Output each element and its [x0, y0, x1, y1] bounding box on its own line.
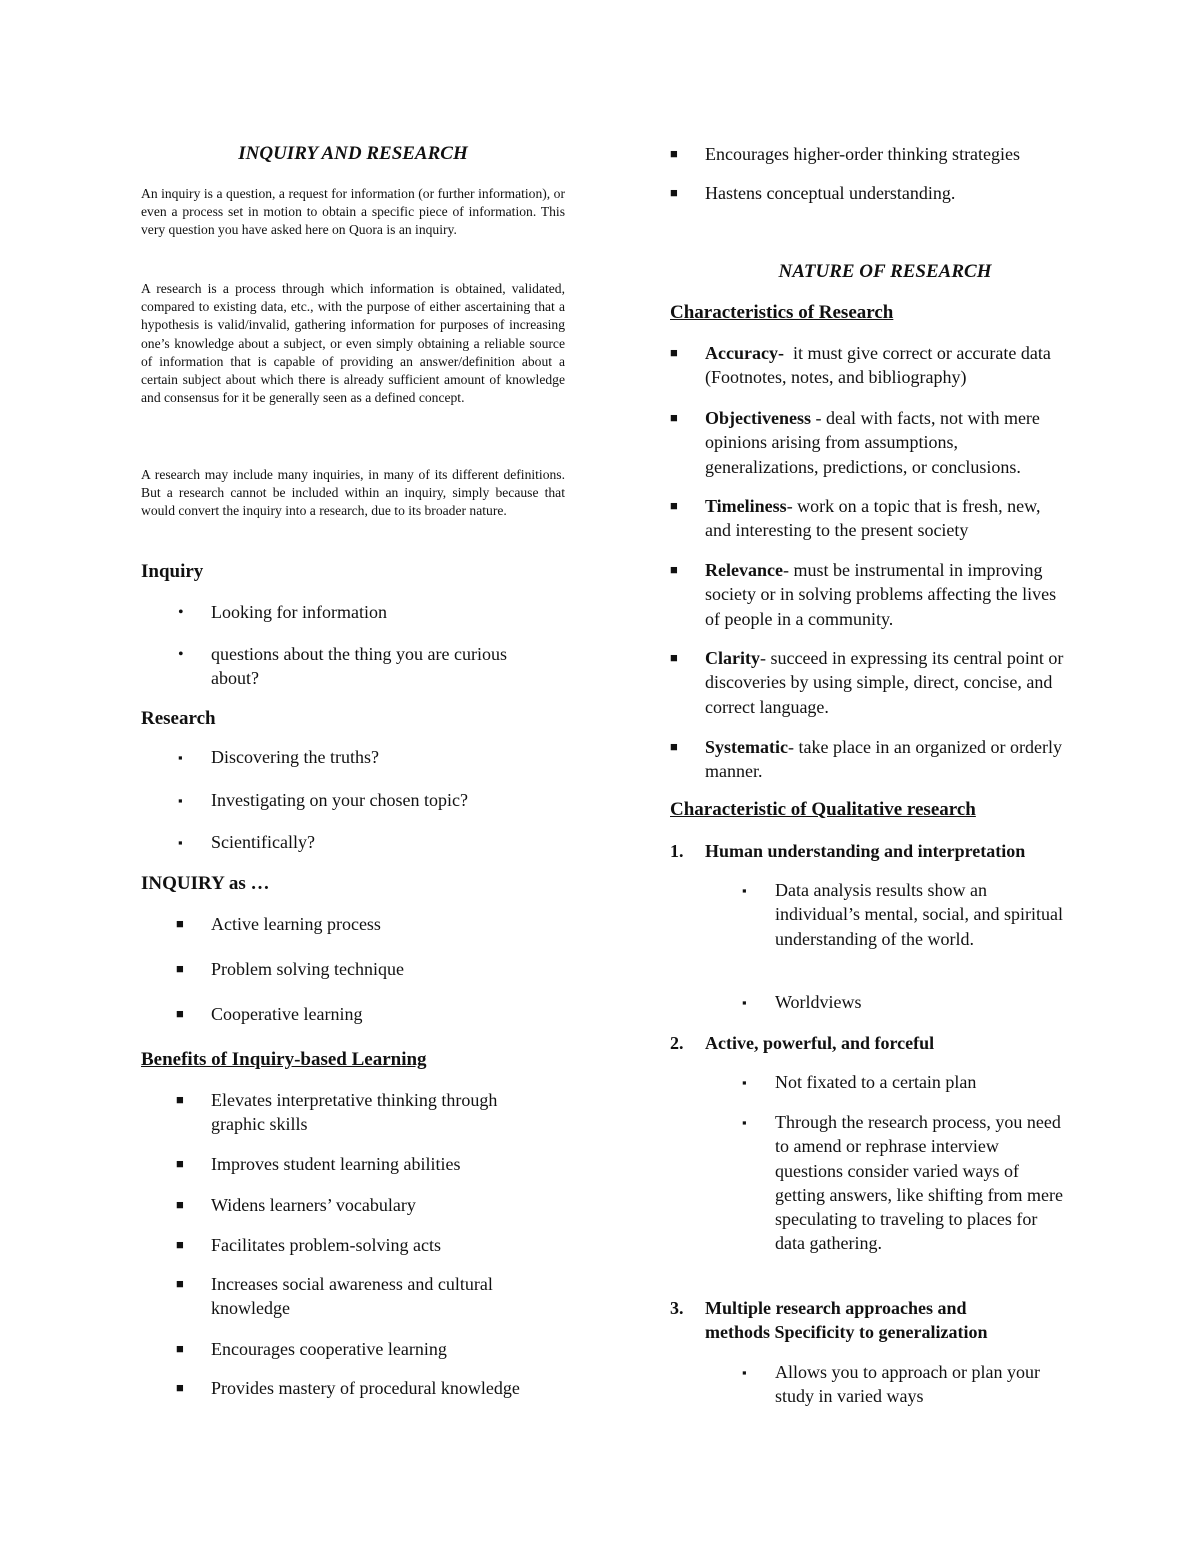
research-heading: Research: [141, 708, 216, 729]
list-item: Provides mastery of procedural knowledge: [211, 1378, 520, 1398]
list-item: Improves student learning abilities: [211, 1154, 461, 1174]
list-item: Encourages higher-order thinking strategies: [705, 144, 1021, 164]
characteristic-item: [705, 341, 1065, 390]
characteristic-item: [705, 406, 1065, 479]
list-item: Elevates interpretative thinking through graphic skills: [211, 1090, 498, 1135]
comparison-paragraph: A research may include many inquiries, in many of its different definitions. But a research cannot be included within an inquiry, simply because that would convert the inquiry into a research, due to its broader nature.: [141, 467, 565, 519]
inquiry-definition-paragraph: An inquiry is a question, a request for information (or further information), or even a process set in motion to obtain a specific piece of information. This very question you have asked here on Quora is an inquiry.: [141, 186, 565, 238]
list-item: Data analysis results show an individual’s mental, social, and spiritual understanding of the world.: [775, 880, 1063, 949]
characteristic-desc: - work on a topic that is fresh, new, and interesting to the present society: [705, 496, 1041, 541]
characteristic-item: [705, 558, 1065, 631]
small-bullet-icon: ▪: [742, 1075, 747, 1090]
square-bullet-icon: ■: [176, 1197, 184, 1212]
list-item: Worldviews: [775, 992, 862, 1012]
square-bullet-icon: ■: [176, 961, 184, 976]
list-number: 2.: [670, 1033, 684, 1053]
list-item: Problem solving technique: [211, 959, 404, 979]
nature-of-research-heading: NATURE OF RESEARCH: [778, 261, 992, 282]
characteristic-desc: - succeed in expressing its central point or discoveries by using simple, direct, concise, and correct language.: [705, 648, 1064, 717]
square-bullet-icon: ■: [670, 739, 678, 754]
square-bullet-icon: ■: [176, 1276, 184, 1291]
list-number: 3.: [670, 1298, 684, 1318]
square-bullet-icon: ■: [176, 1092, 184, 1107]
characteristic-term: Clarity: [705, 648, 760, 668]
list-item: Active learning process: [211, 914, 381, 934]
list-item: Through the research process, you need to amend or rephrase interview questions consider varied ways of getting answers, like shifting from mere speculating to traveling to places for data gathering.: [775, 1112, 1063, 1254]
square-bullet-icon: ■: [670, 650, 678, 665]
list-item: Investigating on your chosen topic?: [211, 790, 468, 810]
characteristic-term: Accuracy-: [705, 343, 784, 363]
qualitative-title: Active, powerful, and forceful: [705, 1033, 935, 1053]
list-item: Scientifically?: [211, 832, 315, 852]
square-bullet-icon: ■: [670, 185, 678, 200]
square-bullet-icon: ■: [670, 146, 678, 161]
list-item: Allows you to approach or plan your study in varied ways: [775, 1362, 1040, 1407]
characteristics-heading: Characteristics of Research: [670, 302, 894, 323]
characteristic-desc: - must be instrumental in improving society or in solving problems affecting the lives of people in a community.: [705, 560, 1057, 629]
dot-bullet-icon: •: [178, 646, 184, 663]
characteristic-term: Systematic: [705, 737, 788, 757]
small-bullet-icon: ▪: [742, 1365, 747, 1380]
square-bullet-icon: ■: [670, 410, 678, 425]
characteristic-term: Objectiveness: [705, 408, 811, 428]
qualitative-heading: Characteristic of Qualitative research: [670, 799, 976, 820]
list-item: Facilitates problem-solving acts: [211, 1235, 441, 1255]
characteristic-desc: - take place in an organized or orderly manner.: [705, 737, 1063, 782]
characteristic-desc: - deal with facts, not with mere opinions arising from assumptions, generalizations, predictions, or conclusions.: [705, 408, 1040, 477]
square-bullet-icon: ■: [670, 345, 678, 360]
list-item: Discovering the truths?: [211, 747, 379, 767]
list-item: questions about the thing you are curious about?: [211, 644, 507, 689]
list-item: Looking for information: [211, 602, 387, 622]
square-bullet-icon: ■: [176, 1156, 184, 1171]
list-item: Increases social awareness and cultural knowledge: [211, 1274, 493, 1319]
list-item: Hastens conceptual understanding.: [705, 183, 956, 203]
small-bullet-icon: ▪: [742, 1115, 747, 1130]
list-item: Not fixated to a certain plan: [775, 1072, 977, 1092]
research-definition-paragraph: A research is a process through which information is obtained, validated, compared to existing data, etc., with the purpose of either ascertaining that a hypothesis is valid/invalid, gathering information for purposes of increasing one’s knowledge about a subject, or even simply obtaining a reliable source of information that is capable of providing an answer/definition about a certain subject about which there is already sufficient amount of knowledge and consensus for it be generally seen as a defined concept.: [141, 281, 565, 406]
qualitative-title: Multiple research approaches and methods Specificity to generalization: [705, 1298, 988, 1343]
square-bullet-icon: ■: [670, 498, 678, 513]
small-bullet-icon: ▪: [742, 883, 747, 898]
characteristic-desc: it must give correct or accurate data (Footnotes, notes, and bibliography): [705, 343, 1051, 388]
small-bullet-icon: ▪: [178, 835, 183, 850]
benefits-heading: Benefits of Inquiry-based Learning: [141, 1049, 427, 1070]
characteristic-term: Relevance: [705, 560, 783, 580]
list-number: 1.: [670, 841, 684, 861]
inquiry-heading: Inquiry: [141, 561, 204, 582]
characteristic-term: Timeliness: [705, 496, 787, 516]
characteristic-item: [705, 646, 1065, 719]
dot-bullet-icon: •: [178, 604, 184, 621]
characteristic-item: [705, 735, 1065, 784]
small-bullet-icon: ▪: [742, 995, 747, 1010]
list-item: Cooperative learning: [211, 1004, 363, 1024]
square-bullet-icon: ■: [176, 1380, 184, 1395]
square-bullet-icon: ■: [176, 1237, 184, 1252]
square-bullet-icon: ■: [176, 1341, 184, 1356]
square-bullet-icon: ■: [670, 562, 678, 577]
list-item: Widens learners’ vocabulary: [211, 1195, 416, 1215]
qualitative-title: Human understanding and interpretation: [705, 841, 1026, 861]
list-item: Encourages cooperative learning: [211, 1339, 447, 1359]
inquiry-as-heading: INQUIRY as …: [141, 873, 270, 894]
square-bullet-icon: ■: [176, 916, 184, 931]
square-bullet-icon: ■: [176, 1006, 184, 1021]
small-bullet-icon: ▪: [178, 750, 183, 765]
small-bullet-icon: ▪: [178, 793, 183, 808]
characteristic-item: [705, 494, 1065, 543]
document-title: INQUIRY AND RESEARCH: [238, 143, 468, 164]
